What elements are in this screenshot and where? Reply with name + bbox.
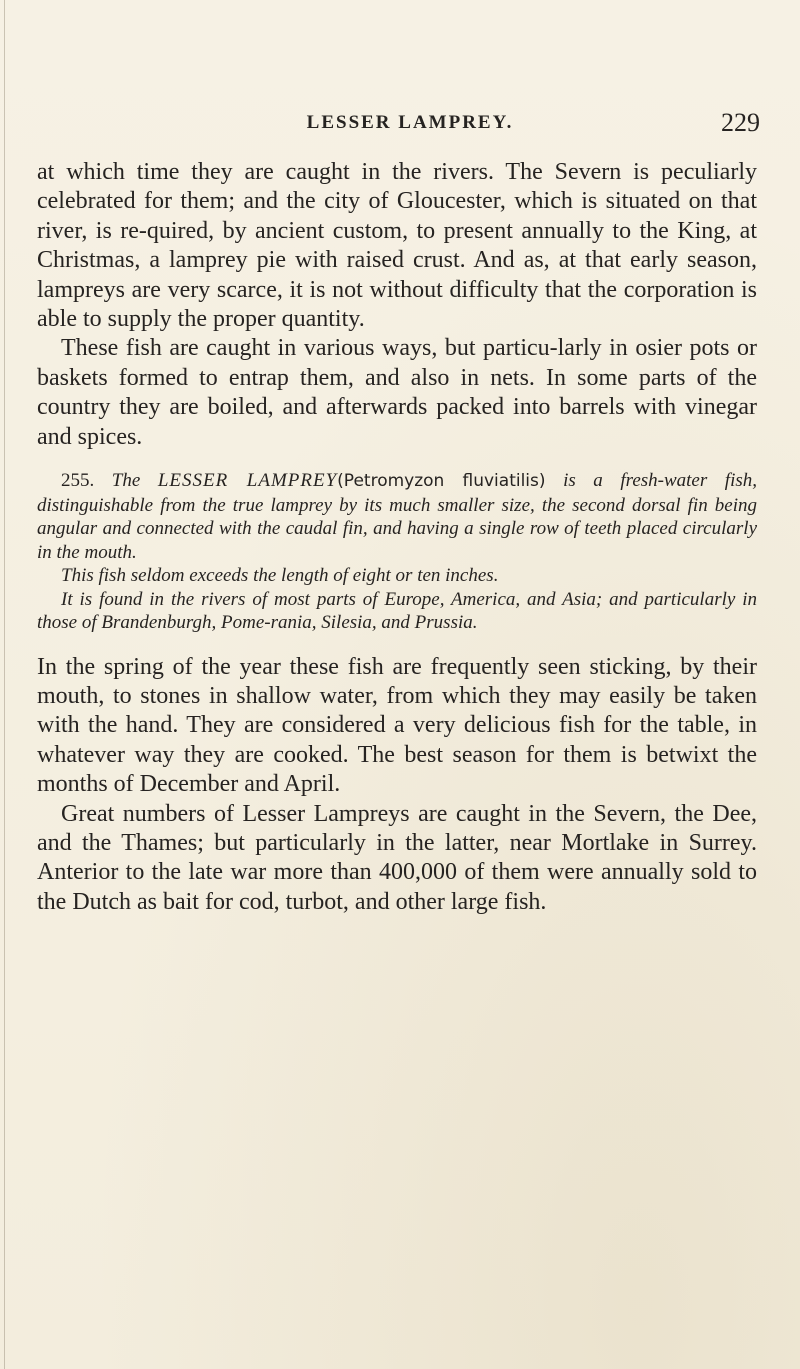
paragraph-spring-season: In the spring of the year these fish are frequently seen sticking, by their mouth, to stones in shallow water, from which they may easily be taken with the hand. They are considered a very delicious fish for the table, in whatever way they are cooked. The best season for them is betwixt the months of December and April. — [37, 653, 757, 798]
page-number: 229 — [721, 108, 760, 137]
note-range: It is found in the rivers of most parts of Europe, America, and Asia; and particularly in those of Brandenburgh, Pome-rania, Silesia, and Prussia. — [37, 588, 757, 634]
page-header — [60, 108, 760, 138]
paragraph-catching-methods: These fish are caught in various ways, but particu-larly in osier pots or baskets formed to entrap them, and also in nets. In some parts of the country they are boiled, and afterwards packed into barrels with vinegar and spices. — [37, 335, 757, 450]
note-length: This fish seldom exceeds the length of eight or ten inches. — [61, 565, 499, 587]
species-note — [37, 469, 757, 635]
note-description-text: is a fresh-water fish, distinguishable from the true lamprey by its much smaller size, the second dorsal fin being angular and connected with the caudal fin, and having a single row of teeth placed circularly in the mouth. — [37, 470, 757, 563]
note-number: 255. — [61, 470, 95, 492]
running-head: LESSER LAMPREY. — [306, 112, 514, 133]
note-title-prefix: The — [111, 470, 141, 492]
page-edge-line — [4, 0, 5, 1369]
paragraph-great-numbers: Great numbers of Lesser Lampreys are caught in the Severn, the Dee, and the Thames; but particularly in the latter, near Mortlake in Surrey. Anterior to the late war more than 400,000 of them were annually sold to the Dutch as bait for cod, turbot, and other large fish. — [37, 800, 757, 915]
body-text — [37, 158, 757, 917]
note-title-name: LESSER LAMPREY — [157, 470, 338, 492]
paragraph-severn-custom: at which time they are caught in the rivers. The Severn is peculiarly celebrated for them; and the city of Gloucester, which is situated on that river, is re-quired, by ancient custom, to present annually to the King, at Christmas, a lamprey pie with raised crust. And as, at that early season, lampreys are very scarce, it is not without difficulty that the corporation is able to supply the proper quantity. — [37, 159, 757, 333]
note-description — [37, 469, 757, 564]
note-latin-name: (Petromyzon fluviatilis) — [337, 471, 546, 492]
